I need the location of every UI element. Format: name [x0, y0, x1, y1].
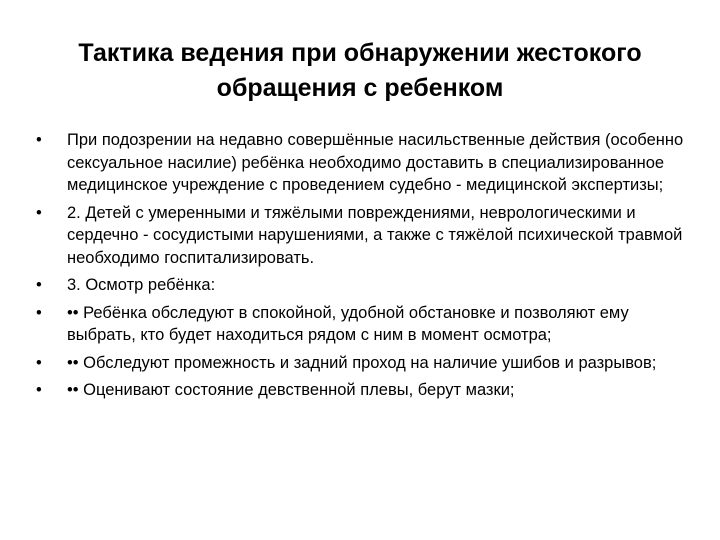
list-item: [36, 302, 686, 347]
list-item-text: 3. Осмотр ребёнка:: [67, 276, 216, 294]
bullet-icon: •: [36, 203, 42, 222]
list-item: [36, 129, 686, 197]
list-item-text: При подозрении на недавно совершённые насильственные действия (особенно сексуальное насилие) ребёнка необходимо доставить в специализированное медицинское учреждение с проведением судебно - медицинской экспертизы;: [67, 131, 684, 194]
bullet-icon: •: [36, 276, 42, 294]
bullet-icon: •: [36, 381, 42, 399]
list-item-text: •• Оценивают состояние девственной плевы, берут мазки;: [67, 381, 515, 399]
list-item-text: 2. Детей с умеренными и тяжёлыми повреждениями, неврологическими и сердечно - сосудистыми нарушениями, а также с тяжёлой психической травмой необходимо госпитализировать.: [67, 203, 683, 267]
list-item: [36, 352, 686, 375]
list-item-text: •• Ребёнка обследуют в спокойной, удобной обстановке и позволяют ему выбрать, кто будет находиться рядом с ним в момент осмотра;: [67, 303, 629, 344]
bullet-icon: •: [36, 131, 42, 149]
list-item: [36, 274, 686, 297]
list-item-text: •• Обследуют промежность и задний проход на наличие ушибов и разрывов;: [67, 353, 657, 372]
bullet-icon: •: [36, 353, 42, 372]
bullet-list: [36, 129, 686, 407]
list-item: [36, 202, 686, 270]
slide-title: Тактика ведения при обнаружении жестокого обращения с ребенком: [78, 39, 642, 102]
list-item: [36, 379, 686, 402]
bullet-icon: •: [36, 303, 42, 322]
